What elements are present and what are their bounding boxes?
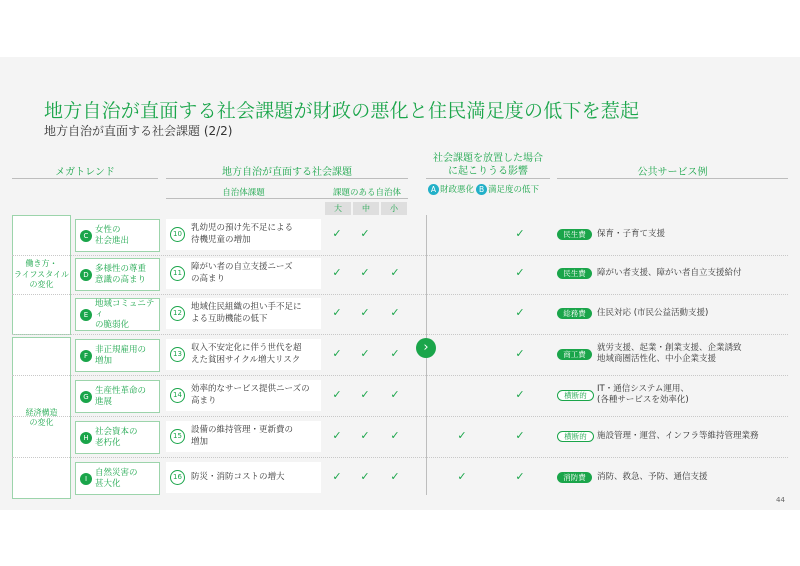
issue-item bbox=[166, 298, 321, 329]
issue-number-badge: 12 bbox=[170, 306, 185, 321]
group-lifestyle-change bbox=[12, 215, 71, 335]
check-mark-icon: ✓ bbox=[390, 470, 400, 483]
trend-label: 多様性の尊重 意識の高まり bbox=[95, 263, 147, 285]
check-mark-icon: ✓ bbox=[360, 470, 370, 483]
trend-label: 非正規雇用の 増加 bbox=[95, 344, 147, 366]
impact-b-label: 満足度の低下 bbox=[488, 185, 540, 195]
row-divider bbox=[12, 255, 788, 256]
check-mark-icon: ✓ bbox=[360, 347, 370, 360]
trend-label: 生産性革命の 進展 bbox=[95, 385, 147, 407]
check-mark-icon: ✓ bbox=[515, 470, 525, 483]
check-mark-icon: ✓ bbox=[332, 347, 342, 360]
issue-number-badge: 13 bbox=[170, 347, 185, 362]
group-economic-structure bbox=[12, 337, 71, 499]
service-description: 保育・子育て支援 bbox=[597, 229, 666, 239]
megatrend-item bbox=[75, 258, 160, 291]
check-mark-icon: ✓ bbox=[515, 388, 525, 401]
check-mark-icon: ✓ bbox=[390, 429, 400, 442]
check-mark-icon: ✓ bbox=[332, 429, 342, 442]
check-mark-icon: ✓ bbox=[515, 429, 525, 442]
subheader-affected-municipality: 課題のある自治体 bbox=[332, 188, 401, 198]
trend-label: 自然災害の 甚大化 bbox=[95, 467, 138, 489]
service-description: 消防、救急、予防、通信支援 bbox=[597, 472, 708, 482]
issue-number-badge: 10 bbox=[170, 227, 185, 242]
header-divider bbox=[166, 178, 408, 179]
check-mark-icon: ✓ bbox=[360, 306, 370, 319]
size-large-label: 大 bbox=[325, 202, 351, 215]
issue-item bbox=[166, 380, 321, 411]
check-mark-icon: ✓ bbox=[515, 306, 525, 319]
megatrend-item bbox=[75, 380, 160, 413]
check-mark-icon: ✓ bbox=[332, 266, 342, 279]
header-divider bbox=[12, 178, 158, 179]
size-medium-label: 中 bbox=[353, 202, 379, 215]
header-issues: 地方自治が直面する社会課題 bbox=[222, 167, 352, 178]
header-impact bbox=[426, 152, 550, 178]
trend-letter-badge: E bbox=[80, 309, 92, 321]
issue-label: 設備の維持管理・更新費の 増加 bbox=[191, 425, 294, 447]
issue-item bbox=[166, 339, 321, 370]
check-mark-icon: ✓ bbox=[515, 266, 525, 279]
issue-number-badge: 11 bbox=[170, 266, 185, 281]
trend-letter-badge: I bbox=[80, 473, 92, 485]
header-divider bbox=[557, 178, 788, 179]
service-category-tag: 商工費 bbox=[557, 349, 592, 360]
check-mark-icon: ✓ bbox=[515, 227, 525, 240]
page-number: 44 bbox=[776, 496, 785, 504]
issue-number-badge: 14 bbox=[170, 388, 185, 403]
impact-legend bbox=[428, 183, 539, 195]
service-category-tag: 民生費 bbox=[557, 268, 592, 279]
arrow-right-icon: › bbox=[416, 338, 436, 358]
megatrend-item bbox=[75, 219, 160, 252]
issue-number-badge: 15 bbox=[170, 429, 185, 444]
row-divider bbox=[12, 457, 788, 458]
megatrend-item bbox=[75, 298, 160, 331]
check-mark-icon: ✓ bbox=[360, 266, 370, 279]
megatrend-item bbox=[75, 462, 160, 495]
service-description: 施設管理・運営、インフラ等維持管理業務 bbox=[597, 431, 759, 441]
header-divider bbox=[426, 178, 550, 179]
trend-letter-badge: H bbox=[80, 432, 92, 444]
trend-label: 社会資本の 老朽化 bbox=[95, 426, 138, 448]
page-title: 地方自治が直面する社会課題が財政の悪化と住民満足度の低下を惹起 bbox=[44, 100, 640, 122]
check-mark-icon: ✓ bbox=[332, 470, 342, 483]
check-mark-icon: ✓ bbox=[360, 227, 370, 240]
header-megatrend: メガトレンド bbox=[55, 167, 115, 178]
megatrend-item bbox=[75, 339, 160, 372]
issue-label: 収入不安定化に伴う世代を超 えた貧困サイクル増大リスク bbox=[191, 343, 302, 365]
issue-item bbox=[166, 462, 321, 493]
impact-a-label: 財政悪化 bbox=[440, 185, 475, 195]
check-mark-icon: ✓ bbox=[390, 388, 400, 401]
subheader-divider bbox=[166, 198, 408, 199]
trend-letter-badge: G bbox=[80, 391, 92, 403]
header-services: 公共サービス例 bbox=[637, 167, 708, 178]
service-description: 就労支援、起業・創業支援、企業誘致 地域商圏活性化、中小企業支援 bbox=[597, 343, 742, 365]
check-mark-icon: ✓ bbox=[390, 306, 400, 319]
check-mark-icon: ✓ bbox=[360, 388, 370, 401]
check-mark-icon: ✓ bbox=[457, 470, 467, 483]
header-impact-line2: に起こりうる影響 bbox=[448, 166, 528, 177]
service-category-tag: 横断的 bbox=[557, 390, 594, 401]
row-divider bbox=[12, 334, 788, 335]
service-category-tag: 横断的 bbox=[557, 431, 594, 442]
page-subtitle: 地方自治が直面する社会課題 (2/2) bbox=[44, 124, 233, 138]
row-divider bbox=[12, 294, 788, 295]
trend-letter-badge: C bbox=[80, 230, 92, 242]
check-mark-icon: ✓ bbox=[515, 347, 525, 360]
subheader-local-issue: 自治体課題 bbox=[222, 188, 265, 198]
impact-a-badge: A bbox=[428, 184, 439, 195]
service-category-tag: 民生費 bbox=[557, 229, 592, 240]
check-mark-icon: ✓ bbox=[332, 227, 342, 240]
service-description: IT・通信システム運用、 (各種サービスを効率化) bbox=[597, 384, 689, 406]
trend-letter-badge: F bbox=[80, 350, 92, 362]
issue-item bbox=[166, 219, 321, 250]
service-category-tag: 消防費 bbox=[557, 472, 592, 483]
issue-label: 障がい者の自立支援ニーズ の高まり bbox=[191, 262, 293, 284]
megatrend-item bbox=[75, 421, 160, 454]
issue-item bbox=[166, 421, 321, 452]
check-mark-icon: ✓ bbox=[390, 347, 400, 360]
issue-number-badge: 16 bbox=[170, 470, 185, 485]
trend-label: 女性の 社会進出 bbox=[95, 224, 130, 246]
trend-letter-badge: D bbox=[80, 269, 92, 281]
issue-label: 地域住民組織の担い手不足に よる互助機能の低下 bbox=[191, 302, 302, 324]
trend-label: 地域コミュニティ の脆弱化 bbox=[95, 298, 155, 330]
check-mark-icon: ✓ bbox=[332, 388, 342, 401]
group-label: 経済構造 の変化 bbox=[25, 407, 58, 427]
header-impact-line1: 社会課題を放置した場合 bbox=[433, 153, 543, 164]
row-divider bbox=[12, 375, 788, 376]
size-small-label: 小 bbox=[381, 202, 407, 215]
check-mark-icon: ✓ bbox=[332, 306, 342, 319]
row-divider bbox=[12, 416, 788, 417]
service-description: 障がい者支援、障がい者自立支援給付 bbox=[597, 268, 742, 278]
check-mark-icon: ✓ bbox=[457, 429, 467, 442]
issue-label: 効率的なサービス提供ニーズの 高まり bbox=[191, 384, 310, 406]
check-mark-icon: ✓ bbox=[390, 266, 400, 279]
check-mark-icon: ✓ bbox=[360, 429, 370, 442]
group-label: 働き方・ ライフスタイル の変化 bbox=[13, 259, 70, 290]
service-category-tag: 総務費 bbox=[557, 308, 592, 319]
issue-label: 防災・消防コストの増大 bbox=[191, 471, 285, 482]
service-description: 住民対応 (市民公益活動支援) bbox=[597, 308, 709, 318]
impact-b-badge: B bbox=[476, 184, 487, 195]
issue-item bbox=[166, 258, 321, 289]
issue-label: 乳幼児の預け先不足による 待機児童の増加 bbox=[191, 223, 294, 245]
